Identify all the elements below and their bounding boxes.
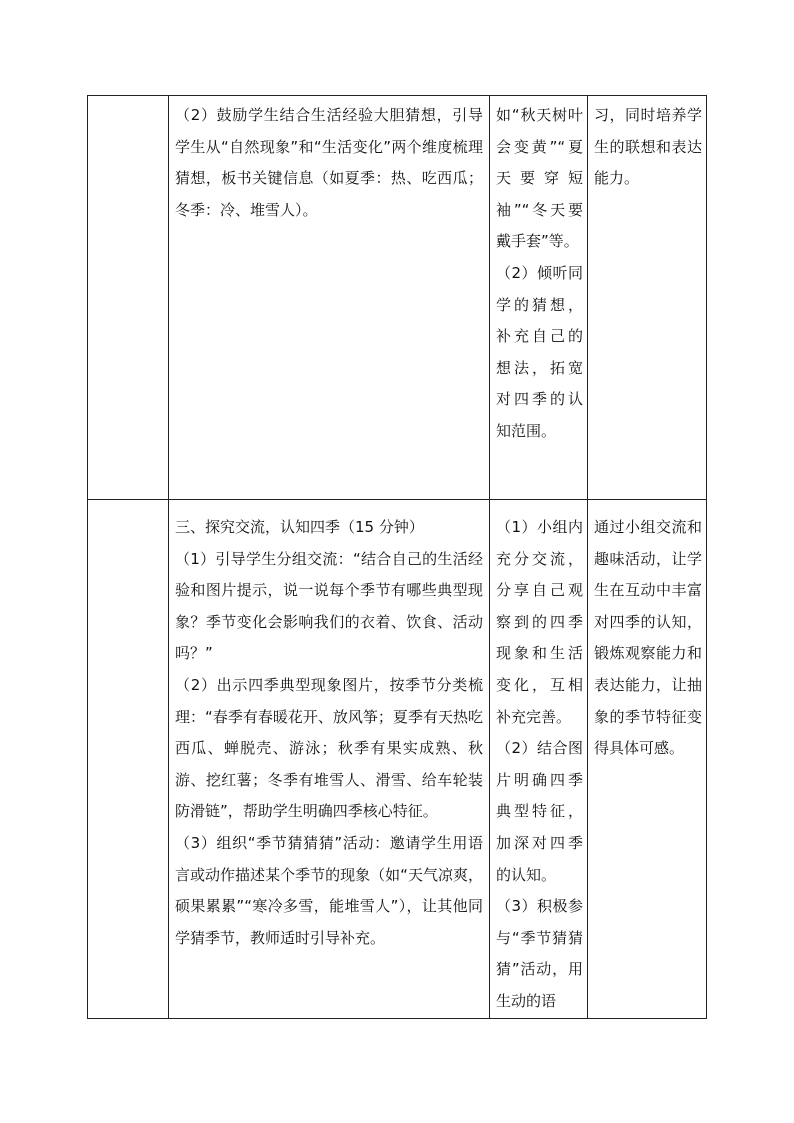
teacher-paragraph: （1）引导学生分组交流：“结合自己的生活经验和图片提示，说一说每个季节有哪些典型现象？季节变化会影响我们的衣着、饮食、活动吗？” [175,549,483,663]
teacher-paragraph: （2）出示四季典型现象图片，按季节分类梳理：“春季有春暖花开、放风筝；夏季有天热吃西瓜、蝉脱壳、游泳；秋季有果实成熟、秋游、挖红薯；冬季有堆雪人、滑雪、给车轮装防滑链”，帮助学生明确四季核心特征。 [175,675,483,821]
student-activity-cell [490,500,588,1019]
student-paragraph: 如“秋天树叶会变黄”“夏天要穿短袖”“冬天要戴手套”等。 [496,106,583,251]
intent-paragraph: 通过小组交流和趣味活动，让学生在互动中丰富对四季的认知，锻炼观察能力和表达能力，让抽象的季节特征变得具体可感。 [594,518,702,758]
table-row [88,500,707,1019]
teacher-activity-cell [169,96,490,500]
student-paragraph: （3）积极参与“季节猜猜猜”活动，用生动的语 [496,897,583,1010]
teacher-activity-cell [169,500,490,1019]
student-paragraph: （2）结合图片明确四季典型特征，加深对四季的认知。 [496,739,583,884]
teacher-paragraph: （2）鼓励学生结合生活经验大胆猜想，引导学生从“自然现象”和“生活变化”两个维度梳理猜想，板书关键信息（如夏季：热、吃西瓜；冬季：冷、堆雪人）。 [175,106,483,219]
design-intent-cell [588,96,707,500]
design-intent-cell [588,500,707,1019]
table-row [88,96,707,500]
student-activity-cell [490,96,588,500]
student-paragraph: （1）小组内充分交流，分享自己观察到的四季现象和生活变化，互相补充完善。 [496,518,583,726]
lesson-plan-table [87,95,707,1019]
stage-cell [88,500,169,1019]
stage-cell [88,96,169,500]
teacher-paragraph: （3）组织“季节猜猜猜”活动：邀请学生用语言或动作描述某个季节的现象（如“天气凉爽，硕果累累”“寒冷多雪，能堆雪人”），让其他同学猜季节，教师适时引导补充。 [175,833,483,947]
intent-paragraph: 习，同时培养学生的联想和表达能力。 [594,106,702,188]
section-heading: 三、探究交流，认知四季（15 分钟） [175,518,424,536]
student-paragraph: （2）倾听同学的猜想，补充自己的想法，拓宽对四季的认知范围。 [496,263,583,440]
